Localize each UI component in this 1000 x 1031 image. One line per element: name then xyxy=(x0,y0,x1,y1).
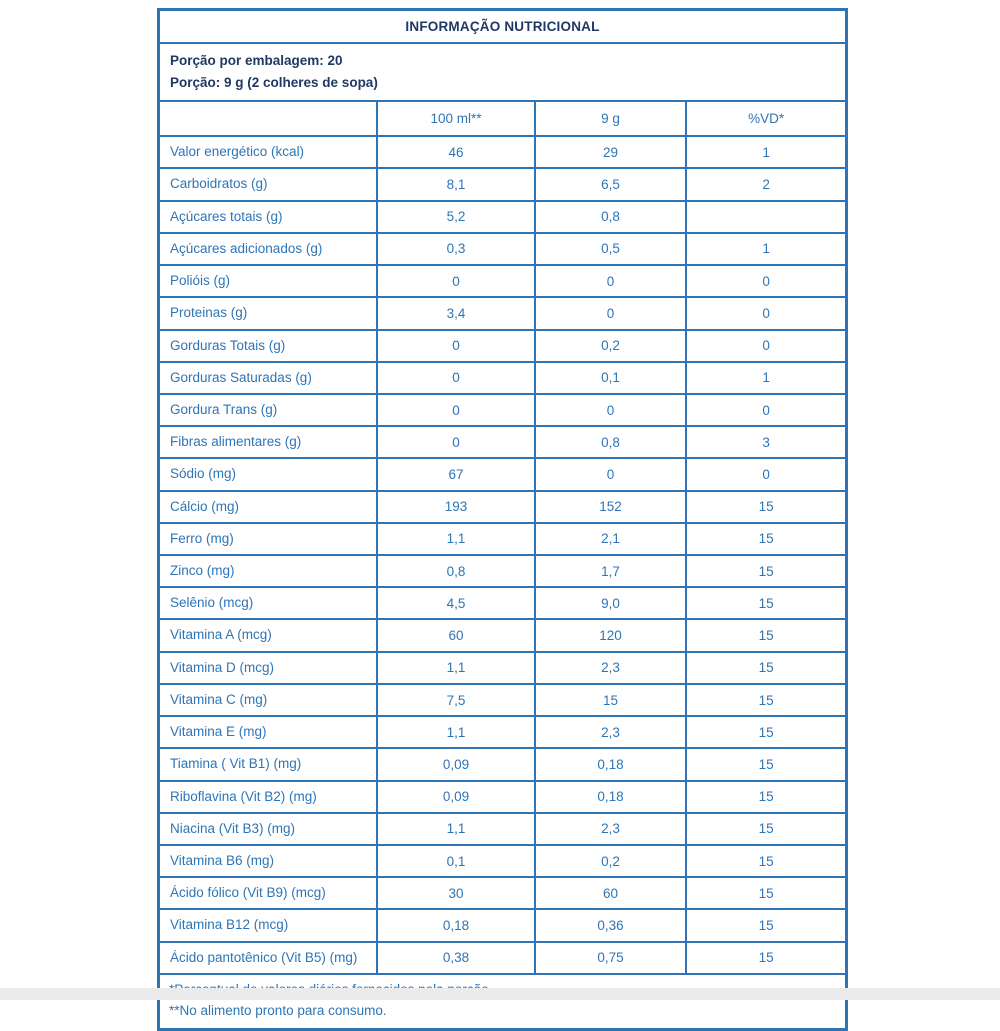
column-header-row xyxy=(159,101,847,136)
value-100ml: 0,09 xyxy=(377,748,535,780)
serving-info xyxy=(159,43,847,101)
value-9g: 1,7 xyxy=(535,555,686,587)
title-row xyxy=(159,10,847,44)
serving-size: Porção: 9 g (2 colheres de sopa) xyxy=(170,74,378,90)
value-100ml: 1,1 xyxy=(377,652,535,684)
value-vd: 15 xyxy=(686,716,846,748)
nutrient-label: Sódio (mg) xyxy=(159,458,378,490)
value-9g: 0,18 xyxy=(535,781,686,813)
nutrient-label: Vitamina B12 (mcg) xyxy=(159,909,378,941)
nutrient-label: Proteinas (g) xyxy=(159,297,378,329)
value-100ml: 8,1 xyxy=(377,168,535,200)
nutrient-label: Ácido pantotênico (Vit B5) (mg) xyxy=(159,942,378,974)
table-row xyxy=(159,555,847,587)
table-row xyxy=(159,942,847,974)
footnote-ready-to-eat: **No alimento pronto para consumo. xyxy=(169,1002,387,1018)
value-9g: 0 xyxy=(535,458,686,490)
table-row xyxy=(159,136,847,168)
nutrient-label: Açúcares adicionados (g) xyxy=(159,233,378,265)
value-100ml: 5,2 xyxy=(377,201,535,233)
column-header-vd: %VD* xyxy=(686,101,846,136)
value-vd: 2 xyxy=(686,168,846,200)
value-vd: 15 xyxy=(686,684,846,716)
servings-per-package: Porção por embalagem: 20 xyxy=(170,53,343,68)
table-row xyxy=(159,491,847,523)
value-9g: 15 xyxy=(535,684,686,716)
value-vd: 15 xyxy=(686,619,846,651)
nutrient-label: Niacina (Vit B3) (mg) xyxy=(159,813,378,845)
table-title: INFORMAÇÃO NUTRICIONAL xyxy=(159,10,847,44)
nutrient-label: Açúcares totais (g) xyxy=(159,201,378,233)
table-row xyxy=(159,587,847,619)
nutrient-label: Vitamina C (mg) xyxy=(159,684,378,716)
value-9g: 6,5 xyxy=(535,168,686,200)
value-9g: 0 xyxy=(535,265,686,297)
value-100ml: 0,1 xyxy=(377,845,535,877)
value-vd: 15 xyxy=(686,652,846,684)
table-row xyxy=(159,426,847,458)
value-vd xyxy=(686,201,846,233)
table-row xyxy=(159,813,847,845)
table-row xyxy=(159,330,847,362)
value-vd: 15 xyxy=(686,942,846,974)
value-100ml: 193 xyxy=(377,491,535,523)
value-9g: 2,3 xyxy=(535,652,686,684)
value-9g: 0,2 xyxy=(535,330,686,362)
value-vd: 0 xyxy=(686,458,846,490)
serving-info-row xyxy=(159,43,847,101)
table-row xyxy=(159,748,847,780)
value-9g: 0,18 xyxy=(535,748,686,780)
value-vd: 15 xyxy=(686,555,846,587)
table-row xyxy=(159,394,847,426)
nutrient-label: Vitamina B6 (mg) xyxy=(159,845,378,877)
value-vd: 15 xyxy=(686,587,846,619)
table-row xyxy=(159,652,847,684)
value-9g: 0,5 xyxy=(535,233,686,265)
value-9g: 120 xyxy=(535,619,686,651)
value-9g: 0,2 xyxy=(535,845,686,877)
table-row xyxy=(159,877,847,909)
nutrient-label: Tiamina ( Vit B1) (mg) xyxy=(159,748,378,780)
table-row xyxy=(159,523,847,555)
value-100ml: 0 xyxy=(377,330,535,362)
value-vd: 15 xyxy=(686,813,846,845)
value-vd: 1 xyxy=(686,136,846,168)
value-vd: 0 xyxy=(686,297,846,329)
footnote-row xyxy=(159,974,847,1029)
table-row xyxy=(159,265,847,297)
nutrient-label: Cálcio (mg) xyxy=(159,491,378,523)
table-row xyxy=(159,909,847,941)
value-9g: 152 xyxy=(535,491,686,523)
nutrient-label: Ferro (mg) xyxy=(159,523,378,555)
value-100ml: 0 xyxy=(377,362,535,394)
value-9g: 2,3 xyxy=(535,716,686,748)
value-100ml: 0,18 xyxy=(377,909,535,941)
table-row xyxy=(159,168,847,200)
value-vd: 15 xyxy=(686,523,846,555)
value-vd: 15 xyxy=(686,845,846,877)
value-100ml: 30 xyxy=(377,877,535,909)
table-row xyxy=(159,297,847,329)
table-row xyxy=(159,362,847,394)
value-vd: 1 xyxy=(686,233,846,265)
value-100ml: 0,8 xyxy=(377,555,535,587)
nutrient-label: Vitamina E (mg) xyxy=(159,716,378,748)
nutrient-label: Carboidratos (g) xyxy=(159,168,378,200)
table-row xyxy=(159,684,847,716)
value-9g: 0,8 xyxy=(535,201,686,233)
nutrient-label: Polióis (g) xyxy=(159,265,378,297)
value-100ml: 0 xyxy=(377,265,535,297)
value-100ml: 0 xyxy=(377,394,535,426)
nutrient-label: Selênio (mcg) xyxy=(159,587,378,619)
nutrition-facts-table xyxy=(157,8,848,1031)
value-100ml: 60 xyxy=(377,619,535,651)
value-9g: 0,8 xyxy=(535,426,686,458)
table-row xyxy=(159,781,847,813)
value-100ml: 0 xyxy=(377,426,535,458)
value-100ml: 1,1 xyxy=(377,523,535,555)
value-100ml: 46 xyxy=(377,136,535,168)
nutrient-label: Vitamina D (mcg) xyxy=(159,652,378,684)
footnotes xyxy=(159,974,847,1029)
nutrient-label: Gorduras Saturadas (g) xyxy=(159,362,378,394)
value-9g: 0 xyxy=(535,394,686,426)
value-9g: 0 xyxy=(535,297,686,329)
nutrient-label: Vitamina A (mcg) xyxy=(159,619,378,651)
nutrient-label: Zinco (mg) xyxy=(159,555,378,587)
value-100ml: 0,09 xyxy=(377,781,535,813)
value-9g: 0,1 xyxy=(535,362,686,394)
value-vd: 0 xyxy=(686,265,846,297)
nutrient-label: Fibras alimentares (g) xyxy=(159,426,378,458)
value-100ml: 1,1 xyxy=(377,716,535,748)
nutrient-label: Gordura Trans (g) xyxy=(159,394,378,426)
nutrient-label: Ácido fólico (Vit B9) (mcg) xyxy=(159,877,378,909)
value-vd: 15 xyxy=(686,781,846,813)
table-row xyxy=(159,201,847,233)
value-100ml: 3,4 xyxy=(377,297,535,329)
value-9g: 29 xyxy=(535,136,686,168)
value-100ml: 0,3 xyxy=(377,233,535,265)
table-row xyxy=(159,233,847,265)
value-vd: 1 xyxy=(686,362,846,394)
value-vd: 3 xyxy=(686,426,846,458)
value-100ml: 4,5 xyxy=(377,587,535,619)
table-row xyxy=(159,619,847,651)
column-header-100ml: 100 ml** xyxy=(377,101,535,136)
value-9g: 9,0 xyxy=(535,587,686,619)
column-header-9g: 9 g xyxy=(535,101,686,136)
value-100ml: 7,5 xyxy=(377,684,535,716)
value-9g: 0,36 xyxy=(535,909,686,941)
column-header-empty xyxy=(159,101,378,136)
value-vd: 15 xyxy=(686,491,846,523)
value-100ml: 0,38 xyxy=(377,942,535,974)
value-vd: 15 xyxy=(686,748,846,780)
nutrient-label: Riboflavina (Vit B2) (mg) xyxy=(159,781,378,813)
nutrient-label: Valor energético (kcal) xyxy=(159,136,378,168)
value-9g: 60 xyxy=(535,877,686,909)
value-100ml: 67 xyxy=(377,458,535,490)
value-9g: 0,75 xyxy=(535,942,686,974)
bottom-edge-strip xyxy=(0,988,1000,1000)
value-vd: 0 xyxy=(686,330,846,362)
value-vd: 15 xyxy=(686,909,846,941)
nutrient-label: Gorduras Totais (g) xyxy=(159,330,378,362)
nutrition-table-body xyxy=(159,10,847,974)
table-row xyxy=(159,845,847,877)
value-vd: 15 xyxy=(686,877,846,909)
value-9g: 2,3 xyxy=(535,813,686,845)
value-9g: 2,1 xyxy=(535,523,686,555)
value-vd: 0 xyxy=(686,394,846,426)
table-row xyxy=(159,716,847,748)
value-100ml: 1,1 xyxy=(377,813,535,845)
table-row xyxy=(159,458,847,490)
